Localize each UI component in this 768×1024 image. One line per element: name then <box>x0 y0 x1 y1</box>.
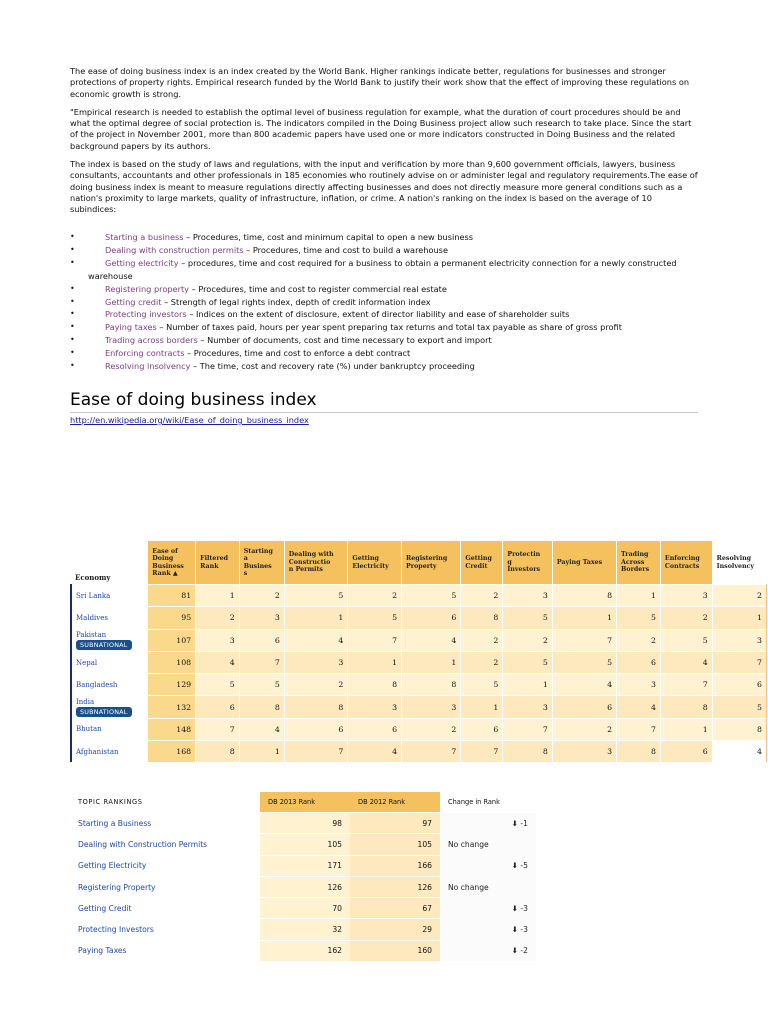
subindex-item <box>70 347 710 360</box>
column-header[interactable]: Protectin g Investors <box>503 541 552 585</box>
table-cell: 3 <box>196 629 240 651</box>
table-cell: 6 <box>239 629 284 651</box>
economy-name-link[interactable]: Bhutan <box>76 725 102 734</box>
table-cell: 3 <box>712 629 766 651</box>
change-cell <box>440 898 536 919</box>
subindex-description: – Strength of legal rights index, depth of credit information index <box>161 296 431 307</box>
column-header: DB 2012 Rank <box>350 792 440 813</box>
db2013-rank-cell: 162 <box>260 940 350 961</box>
column-header: DB 2013 Rank <box>260 792 350 813</box>
subindex-item <box>70 244 710 257</box>
table-cell: 2 <box>461 629 503 651</box>
subindices-list <box>70 231 710 373</box>
table-row <box>71 585 767 607</box>
bullet-dot: • <box>70 348 75 358</box>
topic-link[interactable]: Dealing with Construction Permits <box>78 839 208 849</box>
table-row <box>70 898 536 919</box>
topic-link[interactable]: Getting Credit <box>78 903 132 913</box>
table-cell: 6 <box>660 741 712 763</box>
table-row <box>70 813 536 834</box>
economy-name-cell <box>71 585 148 607</box>
table-cell: 2 <box>503 629 552 651</box>
db2013-rank-cell: 32 <box>260 919 350 940</box>
subindex-description: – The time, cost and recovery rate (%) under bankruptcy proceeding <box>190 361 475 372</box>
table-cell: 132 <box>148 696 196 718</box>
table-row <box>71 607 767 629</box>
change-cell <box>440 834 536 855</box>
subindex-link[interactable]: Resolving insolvency <box>105 361 191 372</box>
table-cell: 6 <box>196 696 240 718</box>
table-cell: 6 <box>461 718 503 740</box>
change-text: No change <box>448 839 489 849</box>
table-row <box>70 940 536 961</box>
db2012-rank-cell: 160 <box>350 940 440 961</box>
bullet-dot: • <box>70 322 75 332</box>
subindex-link[interactable]: Starting a business <box>105 232 184 242</box>
table-cell: 2 <box>660 607 712 629</box>
column-header[interactable]: Dealing with Constructio n Permits <box>284 541 348 585</box>
economy-name-link[interactable]: India <box>76 697 95 706</box>
table-cell: 4 <box>712 741 766 763</box>
bullet-dot: • <box>70 244 75 254</box>
column-header: TOPIC RANKINGS <box>70 792 260 813</box>
change-cell <box>440 855 536 876</box>
economy-rankings-table <box>70 541 767 762</box>
table-cell: 7 <box>552 629 616 651</box>
table-cell: 4 <box>552 674 616 696</box>
subindex-link[interactable]: Getting credit <box>105 296 162 307</box>
subindex-link[interactable]: Dealing with construction permits <box>105 244 244 255</box>
table-cell: 3 <box>503 696 552 718</box>
table-row <box>71 741 767 763</box>
table-cell: 1 <box>284 607 348 629</box>
table-cell: 3 <box>660 585 712 607</box>
table-cell: 4 <box>660 651 712 673</box>
table-cell: 4 <box>239 718 284 740</box>
topic-table-header-row <box>70 792 536 813</box>
subindex-item <box>70 296 710 309</box>
table-cell: 1 <box>348 651 402 673</box>
title-divider <box>70 412 698 413</box>
topic-table-body <box>70 813 536 962</box>
table-cell: 1 <box>712 607 766 629</box>
table-cell: 7 <box>660 674 712 696</box>
bullet-dot: • <box>70 361 75 371</box>
column-header[interactable]: Economy <box>71 541 148 585</box>
table-cell: 5 <box>284 585 348 607</box>
table-cell: 4 <box>284 629 348 651</box>
topic-link[interactable]: Starting a Business <box>78 818 152 828</box>
subindex-item <box>70 231 710 244</box>
table-cell: 3 <box>552 741 616 763</box>
bullet-dot: • <box>70 257 75 267</box>
table-cell: 2 <box>196 607 240 629</box>
economy-name-cell <box>71 607 148 629</box>
db2012-rank-cell: 29 <box>350 919 440 940</box>
subindex-description: – Number of documents, cost and time necessary to export and import <box>197 335 492 346</box>
table-cell: 5 <box>712 696 766 718</box>
bullet-dot: • <box>70 335 75 345</box>
change-cell <box>440 940 536 961</box>
change-arrow: ⬇ -5 <box>511 861 528 871</box>
change-cell <box>440 813 536 834</box>
change-arrow: ⬇ -3 <box>511 903 528 913</box>
db2012-rank-cell: 166 <box>350 855 440 876</box>
subindex-link[interactable]: Getting electricity <box>105 257 179 268</box>
table-cell: 2 <box>461 651 503 673</box>
subindex-link[interactable]: Protecting investors <box>105 309 187 320</box>
subindex-item <box>70 360 710 373</box>
column-header[interactable]: Paying Taxes <box>552 541 616 585</box>
table-cell: 2 <box>461 585 503 607</box>
table-cell: 7 <box>239 651 284 673</box>
table-cell: 8 <box>660 696 712 718</box>
change-text: No change <box>448 882 489 892</box>
subindex-item <box>70 257 710 283</box>
table-cell: 7 <box>402 741 461 763</box>
subindex-description-continued: warehouse <box>88 270 133 281</box>
table-cell: 4 <box>196 651 240 673</box>
table-cell: 5 <box>239 674 284 696</box>
source-link[interactable]: http://en.wikipedia.org/wiki/Ease_of_doing_business_index <box>70 415 309 425</box>
column-header[interactable]: Filtered Rank <box>196 541 240 585</box>
column-header: Change in Rank <box>440 792 536 813</box>
bullet-dot: • <box>70 232 75 241</box>
subindex-description: – Number of taxes paid, hours per year spent preparing tax returns and total tax payable as share of gross profit <box>156 322 622 333</box>
table-cell: 3 <box>239 607 284 629</box>
table-row <box>70 919 536 940</box>
table-cell: 2 <box>348 585 402 607</box>
table-cell: 8 <box>402 674 461 696</box>
table-cell: 3 <box>503 585 552 607</box>
economy-name-link[interactable]: Maldives <box>76 613 108 622</box>
table-cell: 2 <box>617 629 661 651</box>
table-cell: 1 <box>617 585 661 607</box>
table-cell: 8 <box>284 696 348 718</box>
table-cell: 7 <box>461 741 503 763</box>
intro-text <box>70 66 700 223</box>
db2013-rank-cell: 126 <box>260 876 350 897</box>
economy-name-link[interactable]: Afghanistan <box>76 747 119 756</box>
table-cell: 148 <box>148 718 196 740</box>
change-arrow: ⬇ -3 <box>511 925 528 935</box>
economy-name-link[interactable]: Pakistan <box>76 630 107 639</box>
topic-link[interactable]: Registering Property <box>78 882 156 892</box>
column-header[interactable]: Getting Electricity <box>348 541 402 585</box>
bullet-dot: • <box>70 283 75 293</box>
table-cell: 7 <box>503 718 552 740</box>
page-title: Ease of doing business index <box>70 390 317 410</box>
table-cell: 1 <box>660 718 712 740</box>
table-cell: 8 <box>503 741 552 763</box>
table-cell: 4 <box>348 741 402 763</box>
table-cell: 81 <box>148 585 196 607</box>
subindex-description: – Procedures, time and cost to build a warehouse <box>243 244 448 255</box>
table-cell: 6 <box>712 674 766 696</box>
column-header[interactable]: Getting Credit <box>461 541 503 585</box>
subindex-link[interactable]: Registering property <box>105 283 190 294</box>
economy-name-cell <box>71 674 148 696</box>
intro-paragraph-1: The ease of doing business index is an index created by the World Bank. Higher rankings indicate better, regulations for businesses and stronger protections of property rights. Empirical research funded by the World Bank to justify their work show that the effect of improving these regulations on economic growth is strong. <box>70 66 690 99</box>
subindex-link[interactable]: Paying taxes <box>105 322 157 333</box>
table-cell: 4 <box>617 696 661 718</box>
db2012-rank-cell: 105 <box>350 834 440 855</box>
table-row <box>71 696 767 718</box>
table-cell: 5 <box>617 607 661 629</box>
table-cell: 95 <box>148 607 196 629</box>
table-cell: 8 <box>239 696 284 718</box>
economy-name-cell <box>71 718 148 740</box>
column-header[interactable]: Enforcing Contracts <box>660 541 712 585</box>
subindex-description: – procedures, time and cost required for a business to obtain a permanent electricity connection for a newly constructed <box>178 257 677 268</box>
db2013-rank-cell: 98 <box>260 813 350 834</box>
economy-name-cell <box>71 741 148 763</box>
economy-table-header-row <box>71 541 767 585</box>
db2013-rank-cell: 171 <box>260 855 350 876</box>
column-header[interactable]: Ease of Doing Business Rank ▲ <box>148 541 196 585</box>
table-cell: 1 <box>196 585 240 607</box>
db2012-rank-cell: 126 <box>350 876 440 897</box>
table-cell: 5 <box>660 629 712 651</box>
subindex-description: – Procedures, time and cost to register commercial real estate <box>189 283 447 294</box>
table-cell: 6 <box>348 718 402 740</box>
table-row <box>70 876 536 897</box>
db2013-rank-cell: 70 <box>260 898 350 919</box>
intro-paragraph-2: "Empirical research is needed to establish the optimal level of business regulation for example, what the duration of court procedures should be and what the optimal degree of social protection is. The indicators compiled in the Doing Business project allow such research to take place. Since the start of the project in November 2001, more than 800 academic papers have used one or more indicators constructed in Doing Business and the related background papers by its authors. <box>70 106 692 151</box>
topic-link[interactable]: Paying Taxes <box>78 946 127 956</box>
subnational-button[interactable]: SUBNATIONAL <box>76 707 132 717</box>
topic-link[interactable]: Protecting Investors <box>78 925 154 935</box>
economy-table-body <box>71 585 767 763</box>
column-header[interactable]: Registering Property <box>402 541 461 585</box>
table-cell: 7 <box>196 718 240 740</box>
db2013-rank-cell: 105 <box>260 834 350 855</box>
subindex-link[interactable]: Trading across borders <box>105 335 198 346</box>
table-row <box>71 674 767 696</box>
column-header[interactable]: Resolving Insolvency <box>712 541 766 585</box>
table-cell: 7 <box>617 718 661 740</box>
subindex-item <box>70 283 710 296</box>
change-arrow: ⬇ -1 <box>511 818 528 828</box>
subindex-item <box>70 308 710 321</box>
subindex-link[interactable]: Enforcing contracts <box>105 348 185 359</box>
table-cell: 6 <box>552 696 616 718</box>
table-cell: 5 <box>461 674 503 696</box>
table-cell: 129 <box>148 674 196 696</box>
table-cell: 1 <box>461 696 503 718</box>
table-row <box>70 855 536 876</box>
table-cell: 8 <box>348 674 402 696</box>
table-cell: 5 <box>196 674 240 696</box>
table-cell: 3 <box>402 696 461 718</box>
topic-link[interactable]: Getting Electricity <box>78 861 147 871</box>
table-cell: 5 <box>503 607 552 629</box>
table-cell: 8 <box>552 585 616 607</box>
table-cell: 1 <box>503 674 552 696</box>
subindex-description: – Indices on the extent of disclosure, extent of director liability and ease of shareholder suits <box>186 309 570 320</box>
table-cell: 7 <box>284 741 348 763</box>
change-cell <box>440 876 536 897</box>
table-cell: 2 <box>712 585 766 607</box>
topic-rankings-table <box>70 792 536 961</box>
table-cell: 8 <box>712 718 766 740</box>
table-cell: 6 <box>617 651 661 673</box>
table-cell: 3 <box>617 674 661 696</box>
table-cell: 4 <box>402 629 461 651</box>
db2012-rank-cell: 97 <box>350 813 440 834</box>
bullet-dot: • <box>70 296 75 306</box>
table-cell: 2 <box>402 718 461 740</box>
table-cell: 8 <box>617 741 661 763</box>
table-row <box>70 834 536 855</box>
table-row <box>71 651 767 673</box>
economy-name-cell <box>71 629 148 651</box>
table-cell: 5 <box>402 585 461 607</box>
table-cell: 7 <box>348 629 402 651</box>
table-cell: 5 <box>552 651 616 673</box>
intro-paragraph-3: The index is based on the study of laws and regulations, with the input and verification by more than 9,600 government officials, lawyers, business consultants, accountants and other professionals in 185 economies who routinely advise on or administer legal and regulatory requirements.The ease of doing business index is meant to measure regulations directly affecting businesses and does not directly measure more general conditions such as a nation's proximity to large markets, quality of infrastructure, inflation, or crime. A nation's ranking on the index is based on the average of 10 subindices: <box>70 159 698 215</box>
table-row <box>71 629 767 651</box>
economy-name-link[interactable]: Nepal <box>76 658 98 667</box>
table-cell: 2 <box>552 718 616 740</box>
column-header[interactable]: Trading Across Borders <box>617 541 661 585</box>
subindex-description: – Procedures, time, cost and minimum capital to open a new business <box>183 232 474 242</box>
economy-name-cell <box>71 651 148 673</box>
change-cell <box>440 919 536 940</box>
economy-name-link[interactable]: Bangladesh <box>76 680 118 689</box>
table-cell: 168 <box>148 741 196 763</box>
bullet-dot: • <box>70 309 75 319</box>
table-cell: 6 <box>402 607 461 629</box>
table-cell: 7 <box>712 651 766 673</box>
table-cell: 2 <box>239 585 284 607</box>
economy-name-cell <box>71 696 148 718</box>
subindex-item <box>70 334 710 347</box>
table-cell: 6 <box>284 718 348 740</box>
change-arrow: ⬇ -2 <box>511 946 528 956</box>
table-cell: 107 <box>148 629 196 651</box>
table-cell: 1 <box>402 651 461 673</box>
table-cell: 108 <box>148 651 196 673</box>
subnational-button[interactable]: SUBNATIONAL <box>76 640 132 650</box>
economy-name-link[interactable]: Sri Lanka <box>76 591 111 600</box>
table-cell: 8 <box>196 741 240 763</box>
subindex-item <box>70 321 710 334</box>
table-cell: 8 <box>461 607 503 629</box>
table-cell: 5 <box>503 651 552 673</box>
subindex-description: – Procedures, time and cost to enforce a debt contract <box>184 348 411 359</box>
table-cell: 1 <box>552 607 616 629</box>
table-cell: 3 <box>348 696 402 718</box>
column-header[interactable]: Starting a Busines s <box>239 541 284 585</box>
table-cell: 3 <box>284 651 348 673</box>
db2012-rank-cell: 67 <box>350 898 440 919</box>
table-cell: 5 <box>348 607 402 629</box>
table-cell: 1 <box>239 741 284 763</box>
table-cell: 2 <box>284 674 348 696</box>
table-row <box>71 718 767 740</box>
